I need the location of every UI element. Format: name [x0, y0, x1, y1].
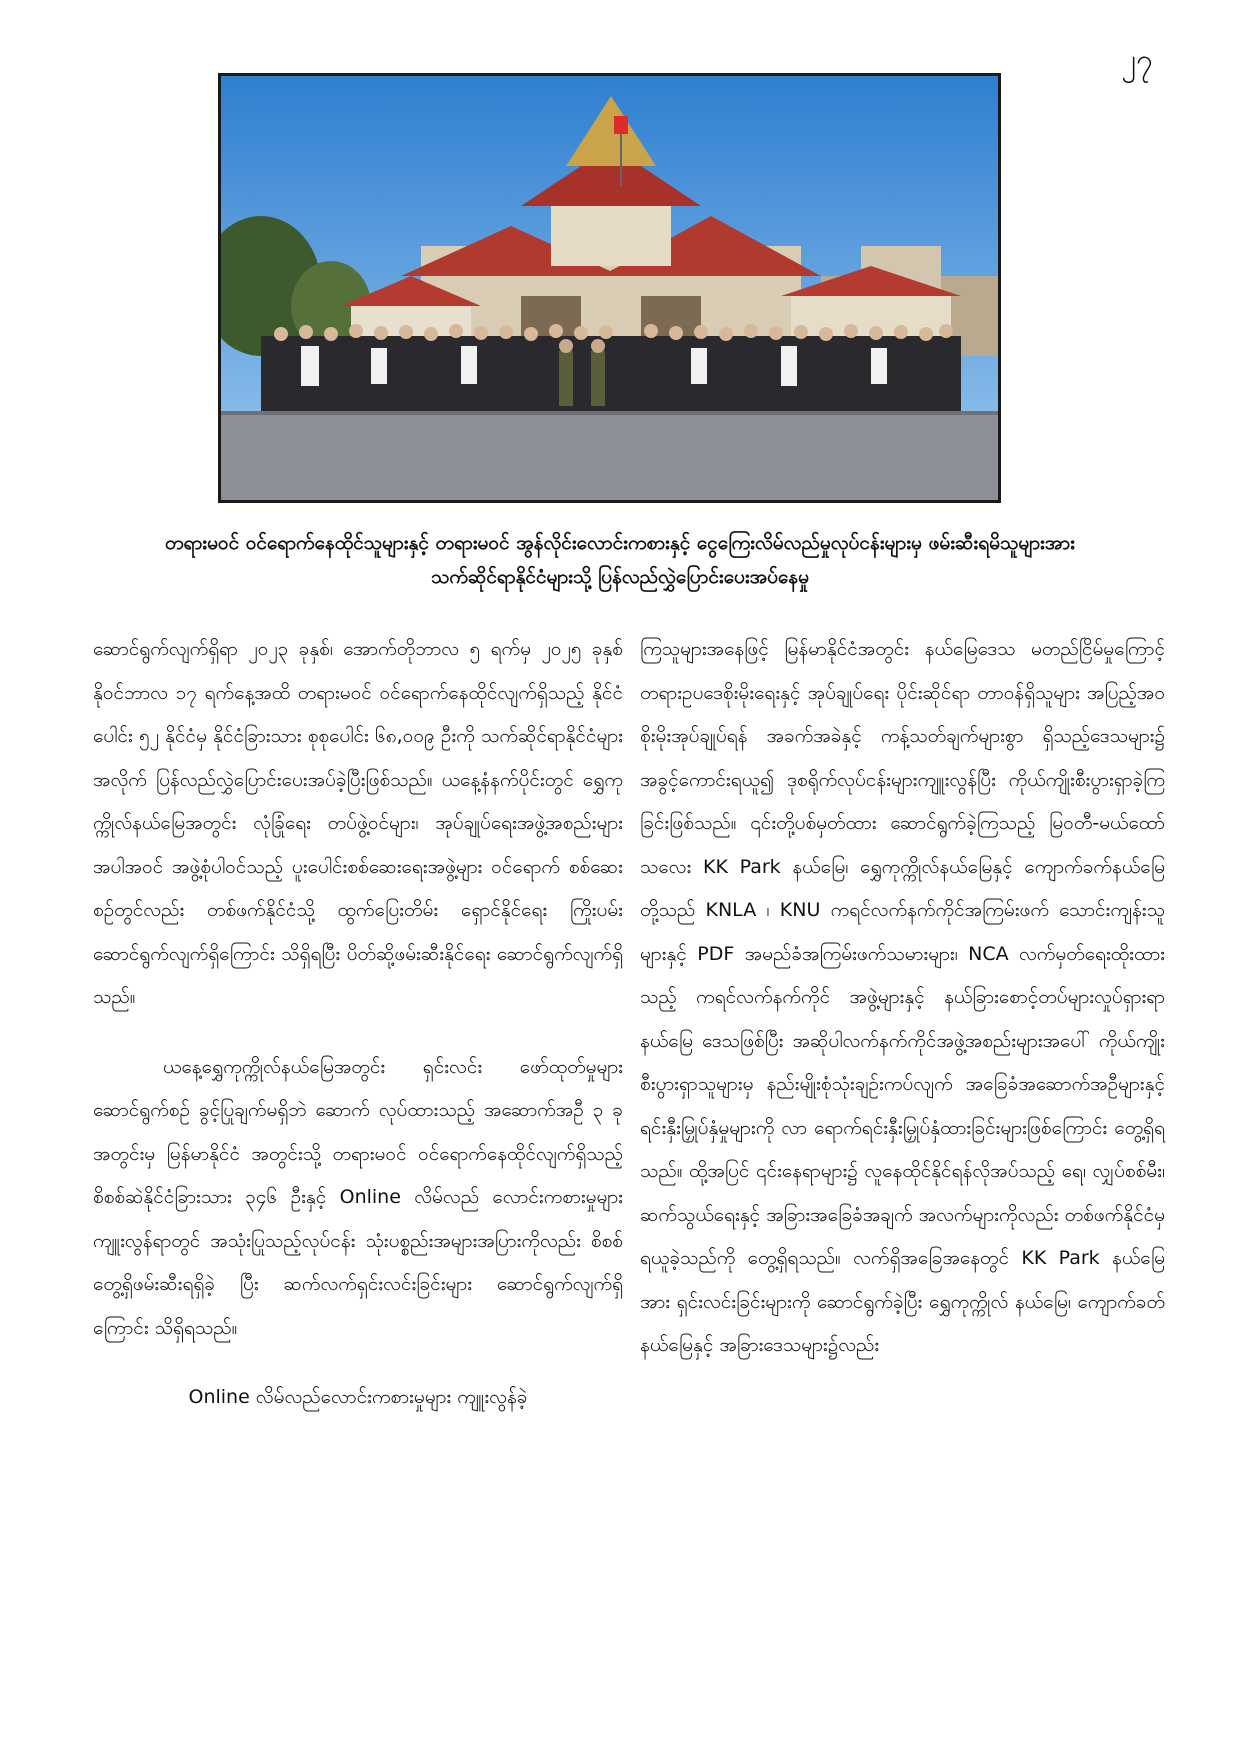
right-column: [640, 628, 1165, 1368]
photo-caption: [70, 526, 1170, 594]
right-paragraph-1: ကြသူများအနေဖြင့် မြန်မာနိုင်ငံအတွင်း နယ်မြေဒေသ မတည်ငြိမ်မှုကြောင့် တရားဥပဒေစိုးမိုးရေးနှင့် အုပ်ချုပ်ရေး ပိုင်းဆိုင်ရာ တာဝန်ရှိသူများ အပြည့်အဝစိုးမိုးအုပ်ချုပ်ရန် အခက်အခဲနှင့် ကန့်သတ်ချက်များစွာ ရှိသည့်ဒေသများ၌ အခွင့်ကောင်းရယူ၍ ဒုစရိုက်လုပ်ငန်းများကျူးလွန်ပြီး ကိုယ်ကျိုးစီးပွားရှာခဲ့ကြခြင်းဖြစ်သည်။ ၎င်းတို့ပစ်မှတ်ထား ဆောင်ရွက်ခဲ့ကြသည့် မြဝတီ-မယ်ထော်သလေး KK Park နယ်မြေ၊ ရွှေကုက္ကိုလ်နယ်မြေနှင့် ကျောက်ခက်နယ်မြေ တို့သည် KNLA ၊ KNU ကရင်လက်နက်ကိုင်အကြမ်းဖက် သောင်းကျန်းသူများနှင့် PDF အမည်ခံအကြမ်းဖက်သမားများ၊ NCA လက်မှတ်ရေးထိုးထားသည့် ကရင်လက်နက်ကိုင် အဖွဲ့များနှင့် နယ်ခြားစောင့်တပ်များလှုပ်ရှားရာ နယ်မြေ ဒေသဖြစ်ပြီး အဆိုပါလက်နက်ကိုင်အဖွဲ့အစည်းများအပေါ် ကိုယ်ကျိုးစီးပွားရှာသူများမှ နည်းမျိုးစုံသုံးချဉ်းကပ်လျက် အခြေခံအဆောက်အဦများနှင့် ရင်းနှီးမြှုပ်နှံမှုများကို လာ ရောက်ရင်းနှီးမြှုပ်နှံထားခြင်းများဖြစ်ကြောင်း တွေ့ရှိရသည်။ ထို့အပြင် ၎င်းနေရာများ၌ လူနေထိုင်နိုင်ရန်လိုအပ်သည့် ရေ၊ လျှပ်စစ်မီး၊ ဆက်သွယ်ရေးနှင့် အခြားအခြေခံအချက် အလက်များကိုလည်း တစ်ဖက်နိုင်ငံမှ ရယူခဲ့သည်ကို တွေ့ရှိရသည်။ လက်ရှိအခြေအနေတွင် KK Park နယ်မြေ အား ရှင်းလင်းခြင်းများကို ဆောင်ရွက်ခဲ့ပြီး ရွှေကုက္ကိုလ် နယ်မြေ၊ ကျောက်ခတ်နယ်မြေနှင့် အခြားဒေသများ၌လည်း: [640, 638, 1165, 1356]
left-column: [93, 628, 623, 1420]
caption-line-1: တရားမဝင် ဝင်ရောက်နေထိုင်သူများနှင့် တရားမဝင် အွန်လိုင်းလောင်းကစားနှင့် ငွေကြေးလိမ်လည်မှုလုပ်ငန်းများမှ ဖမ်းဆီးရမိသူများအား: [165, 532, 1075, 554]
news-photo: [218, 73, 1001, 503]
left-paragraph-2: ယနေ့ရွှေကုက္ကိုလ်နယ်မြေအတွင်း ရှင်းလင်း ဖော်ထုတ်မှုများ ဆောင်ရွက်စဉ် ခွင့်ပြုချက်မရှိဘဲ ဆောက် လုပ်ထားသည့် အဆောက်အဦ ၃ ခုအတွင်းမှ မြန်မာနိုင်ငံ အတွင်းသို့ တရားမဝင် ဝင်ရောက်နေထိုင်လျက်ရှိသည့် စိစစ်ဆဲနိုင်ငံခြားသား ၃၄၆ ဦးနှင့် Online လိမ်လည် လောင်းကစားမှုများကျူးလွန်ရာတွင် အသုံးပြုသည့်လုပ်ငန်း သုံးပစ္စည်းအများအပြားကိုလည်း စိစစ်တွေ့ရှိဖမ်းဆီးရရှိခဲ့ ပြီး ဆက်လက်ရှင်းလင်းခြင်းများ ဆောင်ရွက်လျက်ရှိ ကြောင်း သိရှိရသည်။: [93, 1055, 623, 1339]
caption-line-2: သက်ဆိုင်ရာနိုင်ငံများသို့ ပြန်လည်လွှဲပြောင်းပေးအပ်နေမှု: [431, 566, 809, 588]
page-number: ၂၇: [1121, 43, 1153, 78]
photo-illustration: [221, 76, 998, 500]
left-paragraph-3: Online လိမ်လည်လောင်းကစားမှုများ ကျူးလွန်ခဲ့: [188, 1386, 528, 1408]
left-paragraph-1: ဆောင်ရွက်လျက်ရှိရာ ၂၀၂၃ ခုနှစ်၊ အောက်တိုဘာလ ၅ ရက်မှ ၂၀၂၅ ခုနှစ် နိုဝင်ဘာလ ၁၇ ရက်နေ့အထိ တရားမဝင် ဝင်ရောက်နေထိုင်လျက်ရှိသည့် နိုင်ငံပေါင်း ၅၂ နိုင်ငံမှ နိုင်ငံခြားသား စုစုပေါင်း ၆၈,၀၀၉ ဦးကို သက်ဆိုင်ရာနိုင်ငံများအလိုက် ပြန်လည်လွှဲပြောင်းပေးအပ်ခဲ့ပြီးဖြစ်သည်။ ယနေ့နံနက်ပိုင်းတွင် ရွှေကုက္ကိုလ်နယ်မြေအတွင်း လုံခြုံရေး တပ်ဖွဲ့ဝင်များ၊ အုပ်ချုပ်ရေးအဖွဲ့အစည်းများအပါအဝင် အဖွဲ့စုံပါဝင်သည့် ပူးပေါင်းစစ်ဆေးရေးအဖွဲ့များ ဝင်ရောက် စစ်ဆေးစဉ်တွင်လည်း တစ်ဖက်နိုင်ငံသို့ ထွက်ပြေးတိမ်း ရှောင်နိုင်ရေး ကြိုးပမ်းဆောင်ရွက်လျက်ရှိကြောင်း သိရှိရပြီး ပိတ်ဆို့ဖမ်းဆီးနိုင်ရေး ဆောင်ရွက်လျက်ရှိသည်။: [93, 638, 623, 1008]
